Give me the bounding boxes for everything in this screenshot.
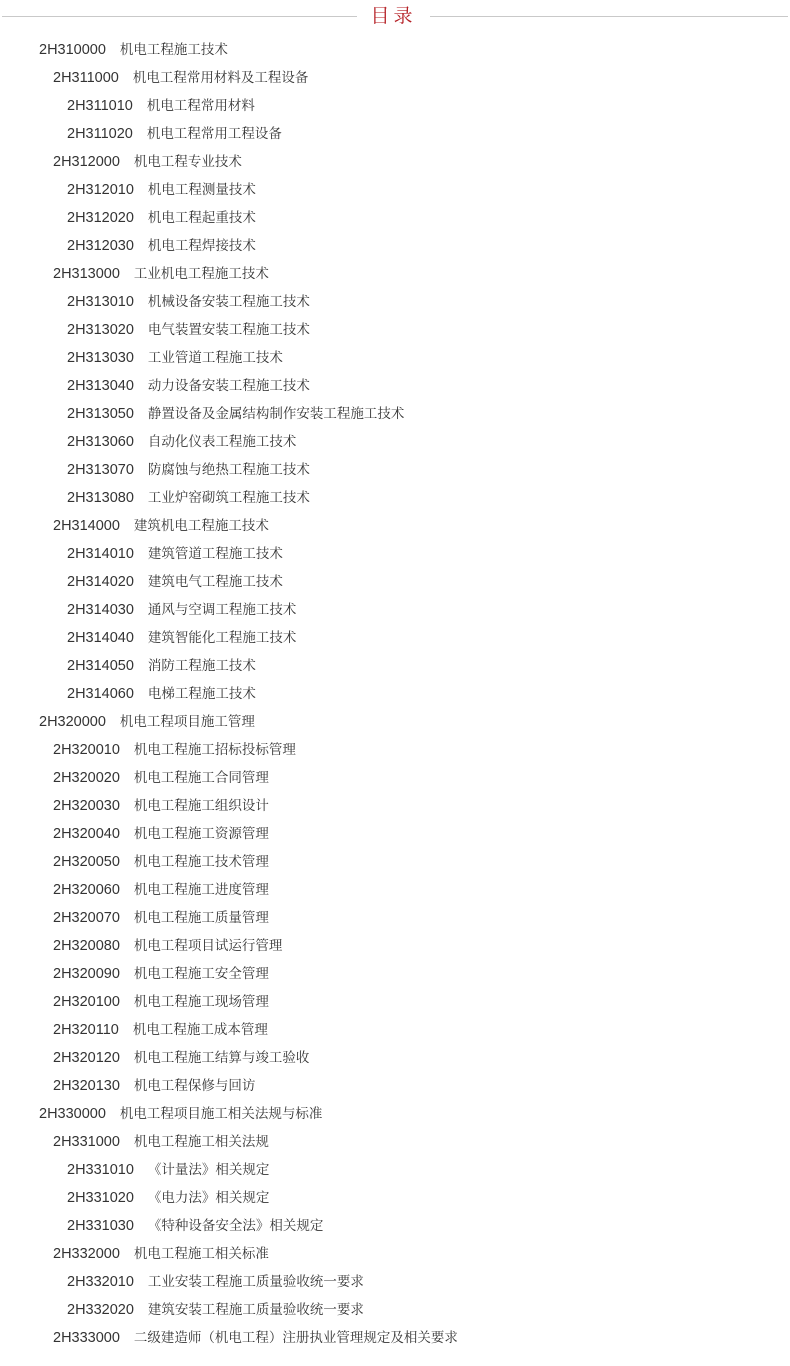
toc-entry-code: 2H320130 [53, 1078, 120, 1094]
toc-entry-title: 建筑机电工程施工技术 [133, 518, 269, 534]
toc-entry-title: 机电工程施工技术管理 [133, 854, 269, 870]
toc-entry[interactable] [0, 540, 790, 568]
toc-entry-title: 工业机电工程施工技术 [133, 266, 269, 282]
toc-entry-code: 2H314050 [67, 658, 134, 674]
toc-entry-code: 2H314020 [67, 574, 134, 590]
toc-entry-code: 2H313000 [53, 266, 120, 282]
toc-entry-code: 2H313060 [67, 434, 134, 450]
toc-entry-title: 工业管道工程施工技术 [147, 350, 283, 366]
toc-entry-title: 机电工程施工资源管理 [133, 826, 269, 842]
toc-entry[interactable] [0, 960, 790, 988]
toc-entry[interactable] [0, 820, 790, 848]
toc-entry-code: 2H320120 [53, 1050, 120, 1066]
toc-entry-title: 机电工程专业技术 [133, 154, 242, 170]
toc-entry-code: 2H320010 [53, 742, 120, 758]
toc-entry[interactable] [0, 400, 790, 428]
toc-entry-code: 2H332010 [67, 1274, 134, 1290]
toc-entry[interactable] [0, 428, 790, 456]
toc-entry[interactable] [0, 456, 790, 484]
toc-entry[interactable] [0, 652, 790, 680]
toc-entry[interactable] [0, 988, 790, 1016]
toc-entry-title: 静置设备及金属结构制作安装工程施工技术 [147, 406, 405, 422]
toc-entry-title: 机电工程测量技术 [147, 182, 256, 198]
toc-entry[interactable] [0, 1240, 790, 1268]
toc-entry[interactable] [0, 512, 790, 540]
toc-entry[interactable] [0, 736, 790, 764]
toc-entry[interactable] [0, 680, 790, 708]
toc-entry-title: 工业安装工程施工质量验收统一要求 [147, 1274, 364, 1290]
toc-entry-code: 2H320090 [53, 966, 120, 982]
toc-entry-title: 建筑管道工程施工技术 [147, 546, 283, 562]
toc-entry-title: 机电工程施工质量管理 [133, 910, 269, 926]
toc-entry-title: 机电工程常用工程设备 [146, 126, 282, 142]
toc-header [0, 0, 790, 34]
toc-entry-title: 机电工程施工技术 [119, 42, 228, 58]
toc-entry-title: 机电工程保修与回访 [133, 1078, 256, 1094]
toc-entry-title: 《特种设备安全法》相关规定 [147, 1218, 324, 1234]
toc-entry-code: 2H313080 [67, 490, 134, 506]
toc-entry-code: 2H314060 [67, 686, 134, 702]
toc-entry[interactable] [0, 596, 790, 624]
toc-entry-title: 电梯工程施工技术 [147, 686, 256, 702]
toc-entry-code: 2H311000 [53, 70, 119, 86]
toc-entry-title: 电气装置安装工程施工技术 [147, 322, 310, 338]
toc-entry[interactable] [0, 316, 790, 344]
toc-entry[interactable] [0, 624, 790, 652]
toc-entry-code: 2H332000 [53, 1246, 120, 1262]
toc-entry-title: 建筑智能化工程施工技术 [147, 630, 297, 646]
toc-entry[interactable] [0, 344, 790, 372]
toc-entry-title: 建筑安装工程施工质量验收统一要求 [147, 1302, 364, 1318]
toc-entry-title: 建筑电气工程施工技术 [147, 574, 283, 590]
toc-entry[interactable] [0, 1156, 790, 1184]
toc-entry-code: 2H311010 [67, 98, 133, 114]
toc-entry-title: 机电工程常用材料及工程设备 [132, 70, 309, 86]
toc-entry-title: 防腐蚀与绝热工程施工技术 [147, 462, 310, 478]
toc-entry-title: 机电工程施工组织设计 [133, 798, 269, 814]
toc-entry[interactable] [0, 1072, 790, 1100]
toc-entry-code: 2H314040 [67, 630, 134, 646]
toc-entry[interactable] [0, 1296, 790, 1324]
toc-entry-title: 通风与空调工程施工技术 [147, 602, 297, 618]
toc-entry[interactable] [0, 176, 790, 204]
toc-entry-title: 机电工程施工安全管理 [133, 966, 269, 982]
toc-entry-code: 2H312010 [67, 182, 134, 198]
toc-entry-code: 2H314010 [67, 546, 134, 562]
toc-entry[interactable] [0, 1016, 790, 1044]
toc-entry-title: 机械设备安装工程施工技术 [147, 294, 310, 310]
toc-entry-code: 2H313010 [67, 294, 134, 310]
toc-entry-title: 《计量法》相关规定 [147, 1162, 270, 1178]
toc-entry[interactable] [0, 288, 790, 316]
toc-entry-code: 2H312000 [53, 154, 120, 170]
toc-entry-code: 2H330000 [39, 1106, 106, 1122]
toc-entry-code: 2H331020 [67, 1190, 134, 1206]
toc-entry-title: 机电工程施工结算与竣工验收 [133, 1050, 310, 1066]
toc-entry[interactable] [0, 204, 790, 232]
toc-entry[interactable] [0, 120, 790, 148]
toc-entry-title: 机电工程施工相关标准 [133, 1246, 269, 1262]
toc-entry-title: 机电工程施工招标投标管理 [133, 742, 296, 758]
toc-entry[interactable] [0, 1212, 790, 1240]
page-title: 目录 [370, 5, 417, 27]
toc-entry-code: 2H332020 [67, 1302, 134, 1318]
toc-entry[interactable] [0, 568, 790, 596]
toc-entry[interactable] [0, 148, 790, 176]
toc-entry-code: 2H320040 [53, 826, 120, 842]
toc-entry-code: 2H331010 [67, 1162, 134, 1178]
toc-entry[interactable] [0, 876, 790, 904]
toc-entry-code: 2H313020 [67, 322, 134, 338]
header-divider-left [2, 16, 357, 17]
toc-entry-title: 机电工程施工相关法规 [133, 1134, 269, 1150]
toc-entry-code: 2H320110 [53, 1022, 119, 1038]
toc-entry[interactable] [0, 708, 790, 736]
table-of-contents [0, 36, 790, 1352]
header-divider-right [430, 16, 788, 17]
toc-entry[interactable] [0, 36, 790, 64]
toc-entry[interactable] [0, 932, 790, 960]
toc-entry-title: 机电工程项目施工管理 [119, 714, 255, 730]
toc-entry[interactable] [0, 1324, 790, 1352]
toc-entry-code: 2H311020 [67, 126, 133, 142]
toc-entry-title: 机电工程起重技术 [147, 210, 256, 226]
toc-entry-title: 《电力法》相关规定 [147, 1190, 270, 1206]
toc-entry-code: 2H313070 [67, 462, 134, 478]
toc-entry[interactable] [0, 1128, 790, 1156]
toc-entry-code: 2H314000 [53, 518, 120, 534]
toc-entry-title: 机电工程施工现场管理 [133, 994, 269, 1010]
toc-entry[interactable] [0, 848, 790, 876]
toc-entry-code: 2H320000 [39, 714, 106, 730]
toc-entry[interactable] [0, 792, 790, 820]
toc-entry-code: 2H313050 [67, 406, 134, 422]
toc-entry[interactable] [0, 92, 790, 120]
toc-entry-code: 2H331030 [67, 1218, 134, 1234]
toc-entry-title: 工业炉窑砌筑工程施工技术 [147, 490, 310, 506]
toc-entry-code: 2H333000 [53, 1330, 120, 1346]
toc-entry-title: 机电工程施工合同管理 [133, 770, 269, 786]
toc-entry-code: 2H310000 [39, 42, 106, 58]
toc-entry[interactable] [0, 1044, 790, 1072]
toc-entry-code: 2H320060 [53, 882, 120, 898]
toc-entry-code: 2H320020 [53, 770, 120, 786]
toc-entry[interactable] [0, 232, 790, 260]
toc-entry-title: 动力设备安装工程施工技术 [147, 378, 310, 394]
toc-entry[interactable] [0, 64, 790, 92]
toc-entry-code: 2H320070 [53, 910, 120, 926]
toc-entry-code: 2H313030 [67, 350, 134, 366]
toc-entry-code: 2H320050 [53, 854, 120, 870]
toc-entry-title: 机电工程项目施工相关法规与标准 [119, 1106, 323, 1122]
toc-entry[interactable] [0, 1184, 790, 1212]
toc-entry[interactable] [0, 1100, 790, 1128]
toc-entry-title: 机电工程施工进度管理 [133, 882, 269, 898]
toc-entry[interactable] [0, 1268, 790, 1296]
toc-entry[interactable] [0, 372, 790, 400]
toc-entry-code: 2H320100 [53, 994, 120, 1010]
toc-entry-title: 消防工程施工技术 [147, 658, 256, 674]
toc-entry-code: 2H312030 [67, 238, 134, 254]
toc-entry[interactable] [0, 484, 790, 512]
toc-entry-title: 机电工程焊接技术 [147, 238, 256, 254]
toc-entry-code: 2H320030 [53, 798, 120, 814]
toc-entry[interactable] [0, 260, 790, 288]
toc-entry-code: 2H320080 [53, 938, 120, 954]
toc-entry-code: 2H331000 [53, 1134, 120, 1150]
toc-entry-title: 自动化仪表工程施工技术 [147, 434, 297, 450]
toc-entry-code: 2H314030 [67, 602, 134, 618]
toc-entry-title: 机电工程常用材料 [146, 98, 255, 114]
toc-entry-code: 2H313040 [67, 378, 134, 394]
toc-entry-code: 2H312020 [67, 210, 134, 226]
toc-entry-title: 机电工程项目试运行管理 [133, 938, 283, 954]
toc-entry-title: 二级建造师（机电工程）注册执业管理规定及相关要求 [133, 1330, 458, 1346]
toc-entry-title: 机电工程施工成本管理 [132, 1022, 268, 1038]
toc-entry[interactable] [0, 904, 790, 932]
toc-entry[interactable] [0, 764, 790, 792]
